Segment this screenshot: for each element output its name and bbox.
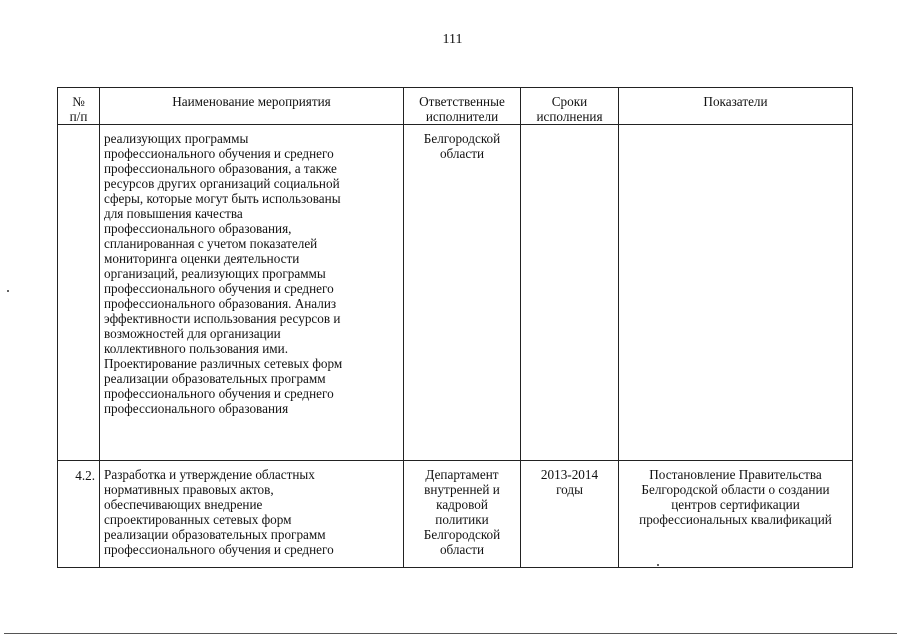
cell-line: мониторинга оценки деятельности — [104, 251, 300, 266]
cell-line: профессиональных квалификаций — [639, 512, 832, 527]
row-num: 4.2. — [58, 461, 100, 568]
cell-line: внутренней и — [424, 482, 500, 497]
table-row — [58, 461, 853, 568]
row-responsible — [404, 125, 521, 461]
row-responsible — [404, 461, 521, 568]
cell-line: годы — [556, 482, 583, 497]
cell-line: 2013-2014 — [540, 467, 599, 482]
row-indicators — [619, 125, 853, 461]
cell-line: профессионального обучения и среднего — [104, 146, 334, 161]
row-terms — [521, 125, 619, 461]
activities-table — [57, 87, 853, 568]
cell-line: реализации образовательных программ — [104, 527, 326, 542]
cell-line: для повышения качества — [104, 206, 243, 221]
header-terms — [521, 88, 619, 125]
header-line: п/п — [69, 109, 88, 124]
cell-line: профессионального обучения и среднего — [104, 281, 334, 296]
cell-line: центров сертификации — [671, 497, 800, 512]
cell-line: Белгородской — [423, 527, 501, 542]
cell-line: области — [439, 146, 485, 161]
header-indicators — [619, 88, 853, 125]
cell-line: профессионального образования, а также — [104, 161, 337, 176]
cell-line: Проектирование различных сетевых форм — [104, 356, 343, 371]
cell-line: профессионального образования, — [104, 221, 292, 236]
header-line: № — [72, 94, 85, 109]
cell-line: спроектированных сетевых форм — [104, 512, 292, 527]
cell-line: Разработка и утверждение областных — [104, 467, 315, 482]
cell-line: профессионального обучения и среднего — [104, 542, 334, 557]
cell-line: профессионального образования. Анализ — [104, 296, 337, 311]
page-number: 111 — [442, 32, 463, 47]
header-line: Показатели — [703, 94, 768, 109]
table-header-row — [58, 88, 853, 125]
cell-line: области — [439, 542, 485, 557]
cell-line: кадровой — [436, 497, 488, 512]
row-terms — [521, 461, 619, 568]
cell-line: реализующих программы — [104, 131, 249, 146]
scan-speck — [7, 290, 9, 292]
header-line: Сроки — [551, 94, 588, 109]
row-indicators — [619, 461, 853, 568]
cell-line: коллективного пользования ими. — [104, 341, 289, 356]
cell-line: Белгородской — [423, 131, 501, 146]
cell-line: нормативных правовых актов, — [104, 482, 274, 497]
cell-line: сферы, которые могут быть использованы — [104, 191, 341, 206]
cell-line: Постановление Правительства — [649, 467, 822, 482]
cell-line: эффективности использования ресурсов и — [104, 311, 341, 326]
cell-line: Департамент — [425, 467, 499, 482]
cell-line: политики — [435, 512, 489, 527]
header-name — [100, 88, 404, 125]
cell-line: возможностей для организации — [104, 326, 281, 341]
header-line: Ответственные — [419, 94, 505, 109]
header-line: Наименование мероприятия — [172, 94, 331, 109]
row-name — [100, 125, 404, 461]
cell-line: профессионального обучения и среднего — [104, 386, 334, 401]
cell-line: ресурсов других организаций социальной — [104, 176, 340, 191]
cell-line: организаций, реализующих программы — [104, 266, 326, 281]
cell-line: реализации образовательных программ — [104, 371, 326, 386]
row-num — [58, 125, 100, 461]
cell-line: Белгородской области о создании — [641, 482, 830, 497]
header-line: исполнители — [425, 109, 499, 124]
row-name — [100, 461, 404, 568]
table-row — [58, 125, 853, 461]
cell-line: профессионального образования — [104, 401, 289, 416]
cell-line: спланированная с учетом показателей — [104, 236, 318, 251]
scan-speck — [657, 564, 659, 566]
cell-line: обеспечивающих внедрение — [104, 497, 263, 512]
header-num — [58, 88, 100, 125]
page-bottom-rule — [4, 633, 897, 634]
header-responsible — [404, 88, 521, 125]
header-line: исполнения — [536, 109, 603, 124]
